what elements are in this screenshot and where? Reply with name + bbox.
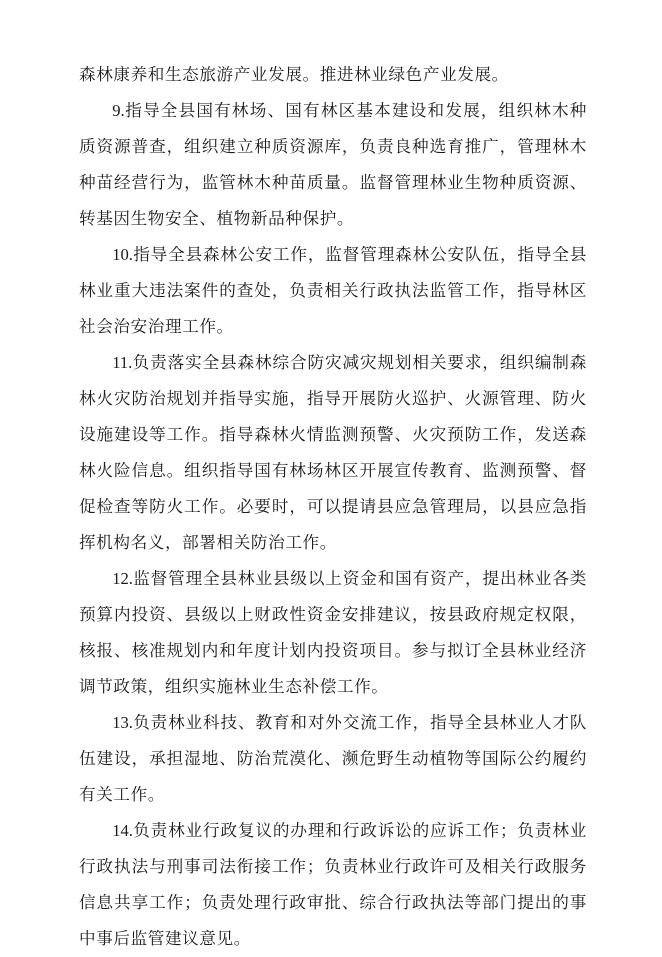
paragraph-item-14 [79, 813, 587, 957]
item-number: 11. [112, 353, 133, 372]
paragraph-text: 负责落实全县森林综合防灾减灾规划相关要求，组织编制森林火灾防治规划并指导实施，指导开展防火巡护、火源管理、防火设施建设等工作。指导森林火情监测预警、火灾预防工作，发送森林火险信息。组织指导国有林场林区开展宣传教育、监测预警、督促检查等防火工作。必要时，可以提请县应急管理局，以县应急指挥机构名义，部署相关防治工作。 [79, 353, 587, 552]
item-number: 14. [112, 821, 133, 840]
paragraph-continuation [79, 57, 587, 93]
paragraph-item-10 [79, 237, 587, 345]
paragraph-item-13 [79, 705, 587, 813]
item-number: 10. [112, 245, 133, 264]
paragraph-text: 指导全县国有林场、国有林区基本建设和发展，组织林木种质资源普查，组织建立种质资源库，负责良种选育推广，管理林木种苗经营行为，监管林木种苗质量。监督管理林业生物种质资源、转基因生物安全、植物新品种保护。 [79, 101, 587, 228]
paragraph-text: 监督管理全县林业县级以上资金和国有资产，提出林业各类预算内投资、县级以上财政性资金安排建议，按县政府规定权限，核报、核准规划内和年度计划内投资项目。参与拟订全县林业经济调节政策，组织实施林业生态补偿工作。 [79, 569, 587, 696]
item-number: 13. [112, 713, 133, 732]
paragraph-text: 负责林业科技、教育和对外交流工作，指导全县林业人才队伍建设，承担湿地、防治荒漠化、濒危野生动植物等国际公约履约有关工作。 [79, 713, 587, 804]
item-number: 12. [112, 569, 133, 588]
paragraph-item-12 [79, 561, 587, 705]
item-number: 9. [112, 101, 125, 120]
paragraph-item-9 [79, 93, 587, 237]
paragraph-item-11 [79, 345, 587, 561]
document-page [79, 57, 587, 957]
paragraph-text: 负责林业行政复议的办理和行政诉讼的应诉工作；负责林业行政执法与刑事司法衔接工作；负责林业行政许可及相关行政服务信息共享工作；负责处理行政审批、综合行政执法等部门提出的事中事后监管建议意见。 [79, 821, 587, 948]
paragraph-text: 指导全县森林公安工作，监督管理森林公安队伍，指导全县林业重大违法案件的查处，负责相关行政执法监管工作，指导林区社会治安治理工作。 [79, 245, 587, 336]
paragraph-text: 森林康养和生态旅游产业发展。推进林业绿色产业发展。 [79, 65, 509, 84]
